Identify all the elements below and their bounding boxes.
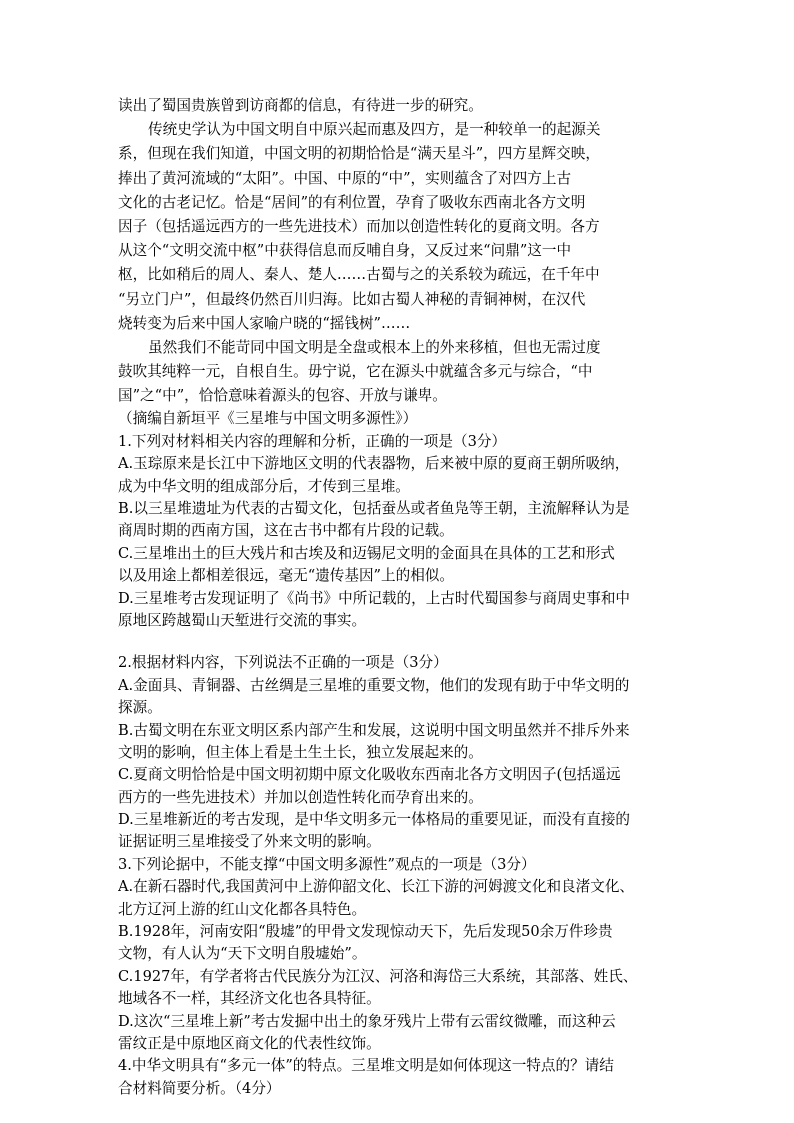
passage-line: 传统史学认为中国文明自中原兴起而惠及四方，是一种较单一的起源关 xyxy=(148,121,601,139)
spacer xyxy=(118,632,678,652)
option-d-continued: 原地区跨越蜀山天堑进行交流的事实。 xyxy=(118,611,367,629)
option-d: D.三星堆新近的考古发现，是中华文明多元一体格局的重要见证，而没有直接的 xyxy=(118,811,631,829)
question-4 xyxy=(118,1055,678,1100)
question-stem: 3.下列论据中，不能支撑“中国文明多源性”观点的一项是（3分） xyxy=(118,855,536,873)
option-a: A.在新石器时代,我国黄河中上游仰韶文化、长江下游的河姆渡文化和良渚文化、 xyxy=(118,878,635,896)
option-d-continued: 证据证明三星堆接受了外来文明的影响。 xyxy=(118,833,381,851)
option-d: D.这次“三星堆上新”考古发掘中出土的象牙残片上带有云雷纹微雕，而这种云 xyxy=(118,1012,616,1030)
option-a-continued: 北方辽河上游的红山文化都各具特色。 xyxy=(118,900,367,918)
passage-line: 枢，比如稍后的周人、秦人、楚人……古蜀与之的关系较为疏远，在千年中 xyxy=(118,266,600,284)
question-stem: 4.中华文明具有“多元一体”的特点。三星堆文明是如何体现这一特点的？请结 xyxy=(118,1057,614,1075)
question-2 xyxy=(118,652,678,854)
passage-line: 国”之“中”，恰恰意味着源头的包容、开放与谦卑。 xyxy=(118,387,447,405)
option-a: A.玉琮原来是长江中下游地区文明的代表器物，后来被中原的夏商王朝所吸纳， xyxy=(118,455,630,473)
option-b: B.以三星堆遗址为代表的古蜀文化，包括蚕丛或者鱼凫等王朝，主流解释认为是 xyxy=(118,500,630,517)
question-1 xyxy=(118,431,678,633)
option-d: D.三星堆考古发现证明了《尚书》中所记载的，上古时代蜀国参与商周史事和中 xyxy=(118,589,631,607)
passage-line: 虽然我们不能苛同中国文明是全盘或根本上的外来移植，但也无需过度 xyxy=(148,338,601,356)
question-stem: 1.下列对材料相关内容的理解和分析，正确的一项是（3分） xyxy=(118,432,507,450)
option-b-continued: 文物，有人认为“天下文明自殷墟始”。 xyxy=(118,945,367,963)
option-a: A.金面具、青铜器、古丝绸是三星堆的重要文物，他们的发现有助于中华文明的 xyxy=(118,676,630,694)
option-a-continued: 成为中华文明的组成部分后，才传到三星堆。 xyxy=(118,477,410,495)
option-c: C.夏商文明恰恰是中国文明初期中原文化吸收东西南北各方文明因子(包括遥远 xyxy=(118,766,621,784)
option-c: C.1927年，有学者将古代民族分为江汉、河洛和海岱三大系统，其部落、姓氏、 xyxy=(118,967,638,985)
option-b: B.1928年，河南安阳“殷墟”的甲骨文发现惊动天下，先后发现50余万件珍贵 xyxy=(118,923,613,941)
passage-line: 从这个“文明交流中枢”中获得信息而反哺自身，又反过来“问鼎”这一中 xyxy=(118,242,572,260)
document-page xyxy=(118,94,678,1100)
option-c: C.三星堆出土的巨大残片和古埃及和迈锡尼文明的金面具在具体的工艺和形式 xyxy=(118,544,615,562)
passage-line: 文化的古老记忆。恰是“居间”的有利位置，孕育了吸收东西南北各方文明 xyxy=(118,193,586,211)
option-a-continued: 探源。 xyxy=(118,699,162,717)
passage-line: 系，但现在我们知道，中国文明的初期恰恰是“满天星斗”，四方星辉交映， xyxy=(118,145,600,163)
passage xyxy=(118,94,678,431)
option-b-continued: 商周时期的西南方国，这在古书中都有片段的记载。 xyxy=(118,522,454,540)
passage-line: 鼓吹其纯粹一元，自根自生。毋宁说，它在源头中就蕴含多元与综合，“中 xyxy=(118,363,593,381)
passage-source: （摘编自新垣平《三星堆与中国文明多源性》） xyxy=(118,410,418,428)
passage-line: 读出了蜀国贵族曾到访商都的信息，有待进一步的研究。 xyxy=(118,97,483,114)
question-stem-continued: 合材料简要分析。（4分） xyxy=(118,1079,281,1097)
question-stem: 2.根据材料内容，下列说法不正确的一项是（3分） xyxy=(118,654,448,672)
option-c-continued: 以及用途上都相差很远，毫无“遗传基因”上的相似。 xyxy=(118,567,454,585)
passage-line: 烧转变为后来中国人家喻户晓的“摇钱树”…… xyxy=(118,314,411,332)
passage-line: 捧出了黄河流域的“太阳”。中国、中原的“中”，实则蕴含了对四方上古 xyxy=(118,169,572,187)
passage-line: 因子（包括遥远西方的一些先进技术）而加以创造性转化的夏商文明。各方 xyxy=(118,217,600,235)
option-b: B.古蜀文明在东亚文明区系内部产生和发展，这说明中国文明虽然并不排斥外来 xyxy=(118,721,630,739)
question-3 xyxy=(118,854,678,1056)
passage-line: “另立门户”，但最终仍然百川归海。比如古蜀人神秘的青铜神树，在汉代 xyxy=(118,290,586,308)
option-d-continued: 雷纹正是中原地区商文化的代表性纹饰。 xyxy=(118,1034,381,1052)
option-c-continued: 西方的一些先进技术）并加以创造性转化而孕育出来的。 xyxy=(118,788,483,806)
option-b-continued: 文明的影响，但主体上看是土生土长，独立发展起来的。 xyxy=(118,743,483,761)
option-c-continued: 地域各不一样，其经济文化也各具特征。 xyxy=(118,990,381,1008)
